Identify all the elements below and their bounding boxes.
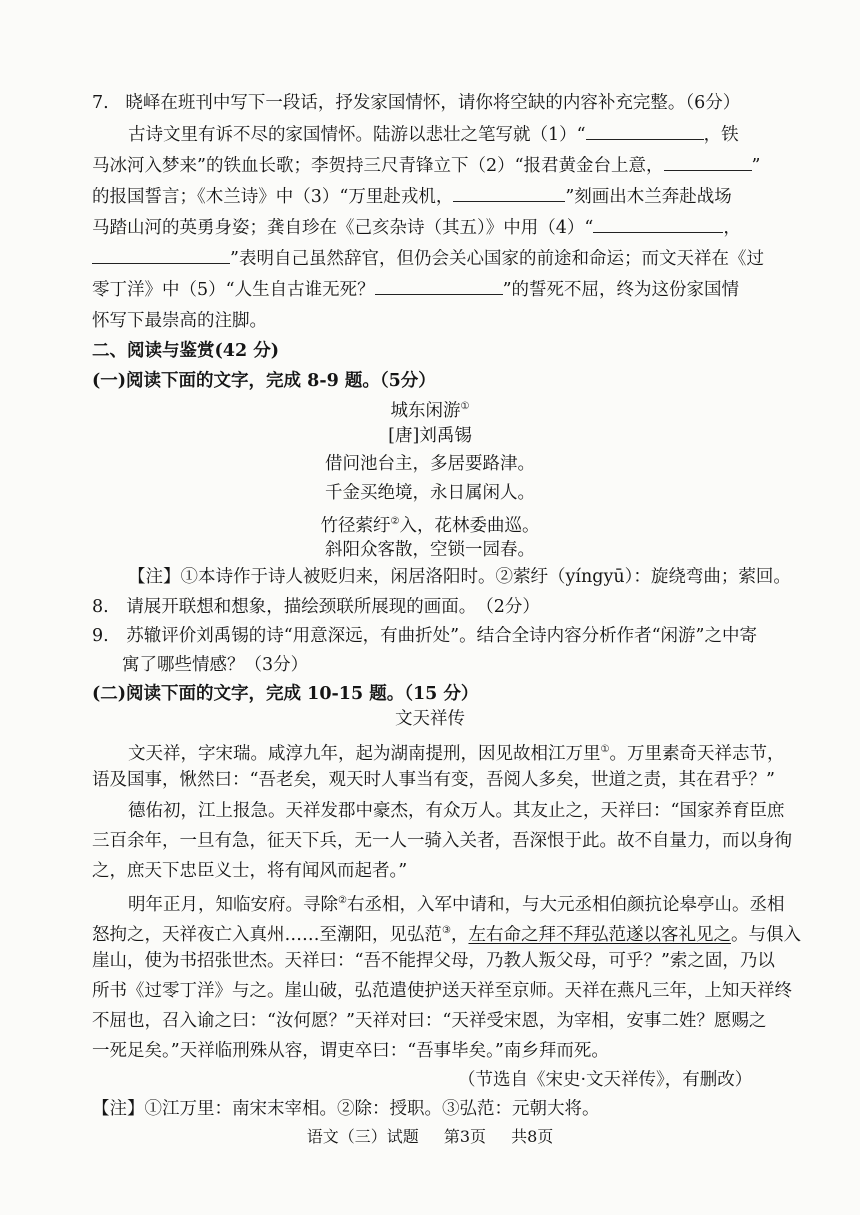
answer-blank-2[interactable] xyxy=(664,154,752,171)
poem-line: 借问池台主，多居要路津。 xyxy=(325,454,535,474)
question-8: 8. 请展开联想和想象，描绘颈联所展现的画面。 （2分） xyxy=(92,597,540,617)
question-9-line-1: 9. 苏辙评价刘禹锡的诗“用意深远，有曲折处”。结合全诗内容分析作者“闲游”之中寄 xyxy=(92,626,757,646)
question-9-line-2: 寓了哪些情感？（3分） xyxy=(122,655,309,675)
text: 。万里素奇天祥志节， xyxy=(609,743,785,764)
text: 竹径萦纡 xyxy=(320,515,391,536)
text: 马冰河入梦来”的铁血长歌；李贺持三尺青锋立下（2）“报君黄金台上意， xyxy=(92,156,664,176)
q7-line-3 xyxy=(92,185,732,209)
passage-source: （节选自《宋史·文天祥传》，有删改） xyxy=(458,1070,753,1090)
poem-title xyxy=(0,395,860,423)
footer-page: 第3页 xyxy=(443,1127,486,1146)
footer-total: 共8页 xyxy=(511,1127,554,1146)
passage-line: 三百余年，一旦有急，征天下兵，无一人一骑入关者，吾深恨于此。故不自量力，而以身徇 xyxy=(92,831,792,851)
passage-line: 崖山，使为书招张世杰。天祥曰：“吾不能捍父母，乃教人叛父母，可乎？”索之固，乃以 xyxy=(92,951,775,971)
text: 怒拘之，天祥夜亡入真州……至潮阳，见弘范 xyxy=(92,924,442,945)
question-number: 7. xyxy=(92,93,109,113)
passage-title: 文天祥传 xyxy=(395,709,465,729)
passage-line: 所书《过零丁洋》与之。崖山破，弘范遣使护送天祥至京师。天祥在燕凡三年，上知天祥终 xyxy=(92,981,792,1001)
section-heading: 二、阅读与鉴赏(42 分) xyxy=(92,341,280,361)
q7-line-2 xyxy=(92,154,760,178)
text: ”刻画出木兰奔赴战场 xyxy=(565,187,732,207)
underlined-sentence: 左右命之拜不拜弘范遂以客礼见之 xyxy=(468,924,731,945)
q7-line-7: 怀写下最崇高的注脚。 xyxy=(92,311,267,331)
text: ”表明自己虽然辞官，但仍会关心国家的前途和命运；而文天祥在《过 xyxy=(230,249,764,269)
passage-line xyxy=(128,738,784,766)
answer-blank-4b[interactable] xyxy=(92,247,230,264)
passage-line xyxy=(128,889,784,917)
passage-note: 【注】①江万里：南宋末宰相。②除：授职。③弘范：元朝大将。 xyxy=(92,1099,600,1119)
footnote-marker: ② xyxy=(390,516,400,527)
text: 零丁洋》中（5）“人生自古谁无死？ xyxy=(92,280,375,300)
footnote-marker: ③ xyxy=(442,925,451,936)
footnote-marker: ① xyxy=(460,401,470,412)
text: 。与俱入 xyxy=(730,924,801,945)
text: 的报国誓言；《木兰诗》中（3）“万里赴戎机， xyxy=(92,187,454,207)
passage-line: 德佑初，江上报急。天祥发郡中豪杰，有众万人。其友止之，天祥曰：“国家养育臣庶 xyxy=(128,801,785,821)
text: 右丞相，入军中请和，与大元丞相伯颜抗论皋亭山。丞相 xyxy=(346,894,785,915)
text: 马踏山河的英勇身姿；龚自珍在《己亥杂诗（其五）》中用（4）“ xyxy=(92,218,594,238)
answer-blank-3[interactable] xyxy=(453,185,565,202)
question-7-prompt xyxy=(92,91,740,115)
passage-line: 之，庶天下忠臣义士，将有闻风而起者。” xyxy=(92,861,408,881)
poem-note: 【注】①本诗作于诗人被贬归来，闲居洛阳时。②萦纡（yíngyū）：旋绕弯曲；萦回。 xyxy=(128,567,791,587)
q7-line-1 xyxy=(128,123,739,147)
q7-line-5 xyxy=(92,247,764,271)
page-footer xyxy=(0,1124,860,1147)
text: 入，花林委曲巡。 xyxy=(399,515,540,536)
answer-blank-5[interactable] xyxy=(375,278,503,295)
poem-line xyxy=(0,510,860,538)
text: 明年正月，知临安府。寻除 xyxy=(128,894,338,915)
part2-heading: (二)阅读下面的文字，完成 10-15 题。（15 分） xyxy=(92,684,479,704)
passage-line: 不屈也，召入谕之曰：“汝何愿？”天祥对曰：“天祥受宋恩，为宰相，安事二姓？愿赐之 xyxy=(92,1011,767,1031)
footnote-marker: ① xyxy=(600,744,610,755)
part1-heading: (一)阅读下面的文字，完成 8-9 题。（5分） xyxy=(92,371,436,391)
passage-line xyxy=(92,919,801,947)
text: ，铁 xyxy=(703,125,739,145)
text: 城东闲游 xyxy=(390,400,461,421)
text: ” xyxy=(751,156,761,176)
passage-line: 语及国事，愀然曰：“吾老矣，观天时人事当有变，吾阅人多矣，世道之责，其在君乎？” xyxy=(92,770,775,790)
q7-line-4 xyxy=(92,216,741,240)
question-text: 晓峄在班刊中写下一段话，抒发家国情怀，请你将空缺的内容补充完整。（6分） xyxy=(125,93,741,113)
text: 文天祥，字宋瑞。咸淳九年，起为湖南提刑，因见故相江万里 xyxy=(128,743,601,764)
passage-line: 一死足矣。”天祥临刑殊从容，谓吏卒曰：“吾事毕矣。”南乡拜而死。 xyxy=(92,1041,609,1061)
poem-author: [唐]刘禹锡 xyxy=(388,426,472,446)
footnote-marker: ② xyxy=(338,895,347,906)
poem-line: 千金买绝境，永日属闲人。 xyxy=(325,483,535,503)
answer-blank-4a[interactable] xyxy=(593,216,723,233)
text: 古诗文里有诉不尽的家国情怀。陆游以悲壮之笔写就（1）“ xyxy=(128,125,586,145)
text: ， xyxy=(723,218,741,238)
text: ， xyxy=(450,924,469,945)
answer-blank-1[interactable] xyxy=(586,123,704,140)
text: ”的誓死不屈，终为这份家国情 xyxy=(502,280,740,300)
q7-line-6 xyxy=(92,278,739,302)
footer-subject: 语文（三）试题 xyxy=(306,1127,419,1146)
poem-line: 斜阳众客散，空锁一园春。 xyxy=(325,540,535,560)
